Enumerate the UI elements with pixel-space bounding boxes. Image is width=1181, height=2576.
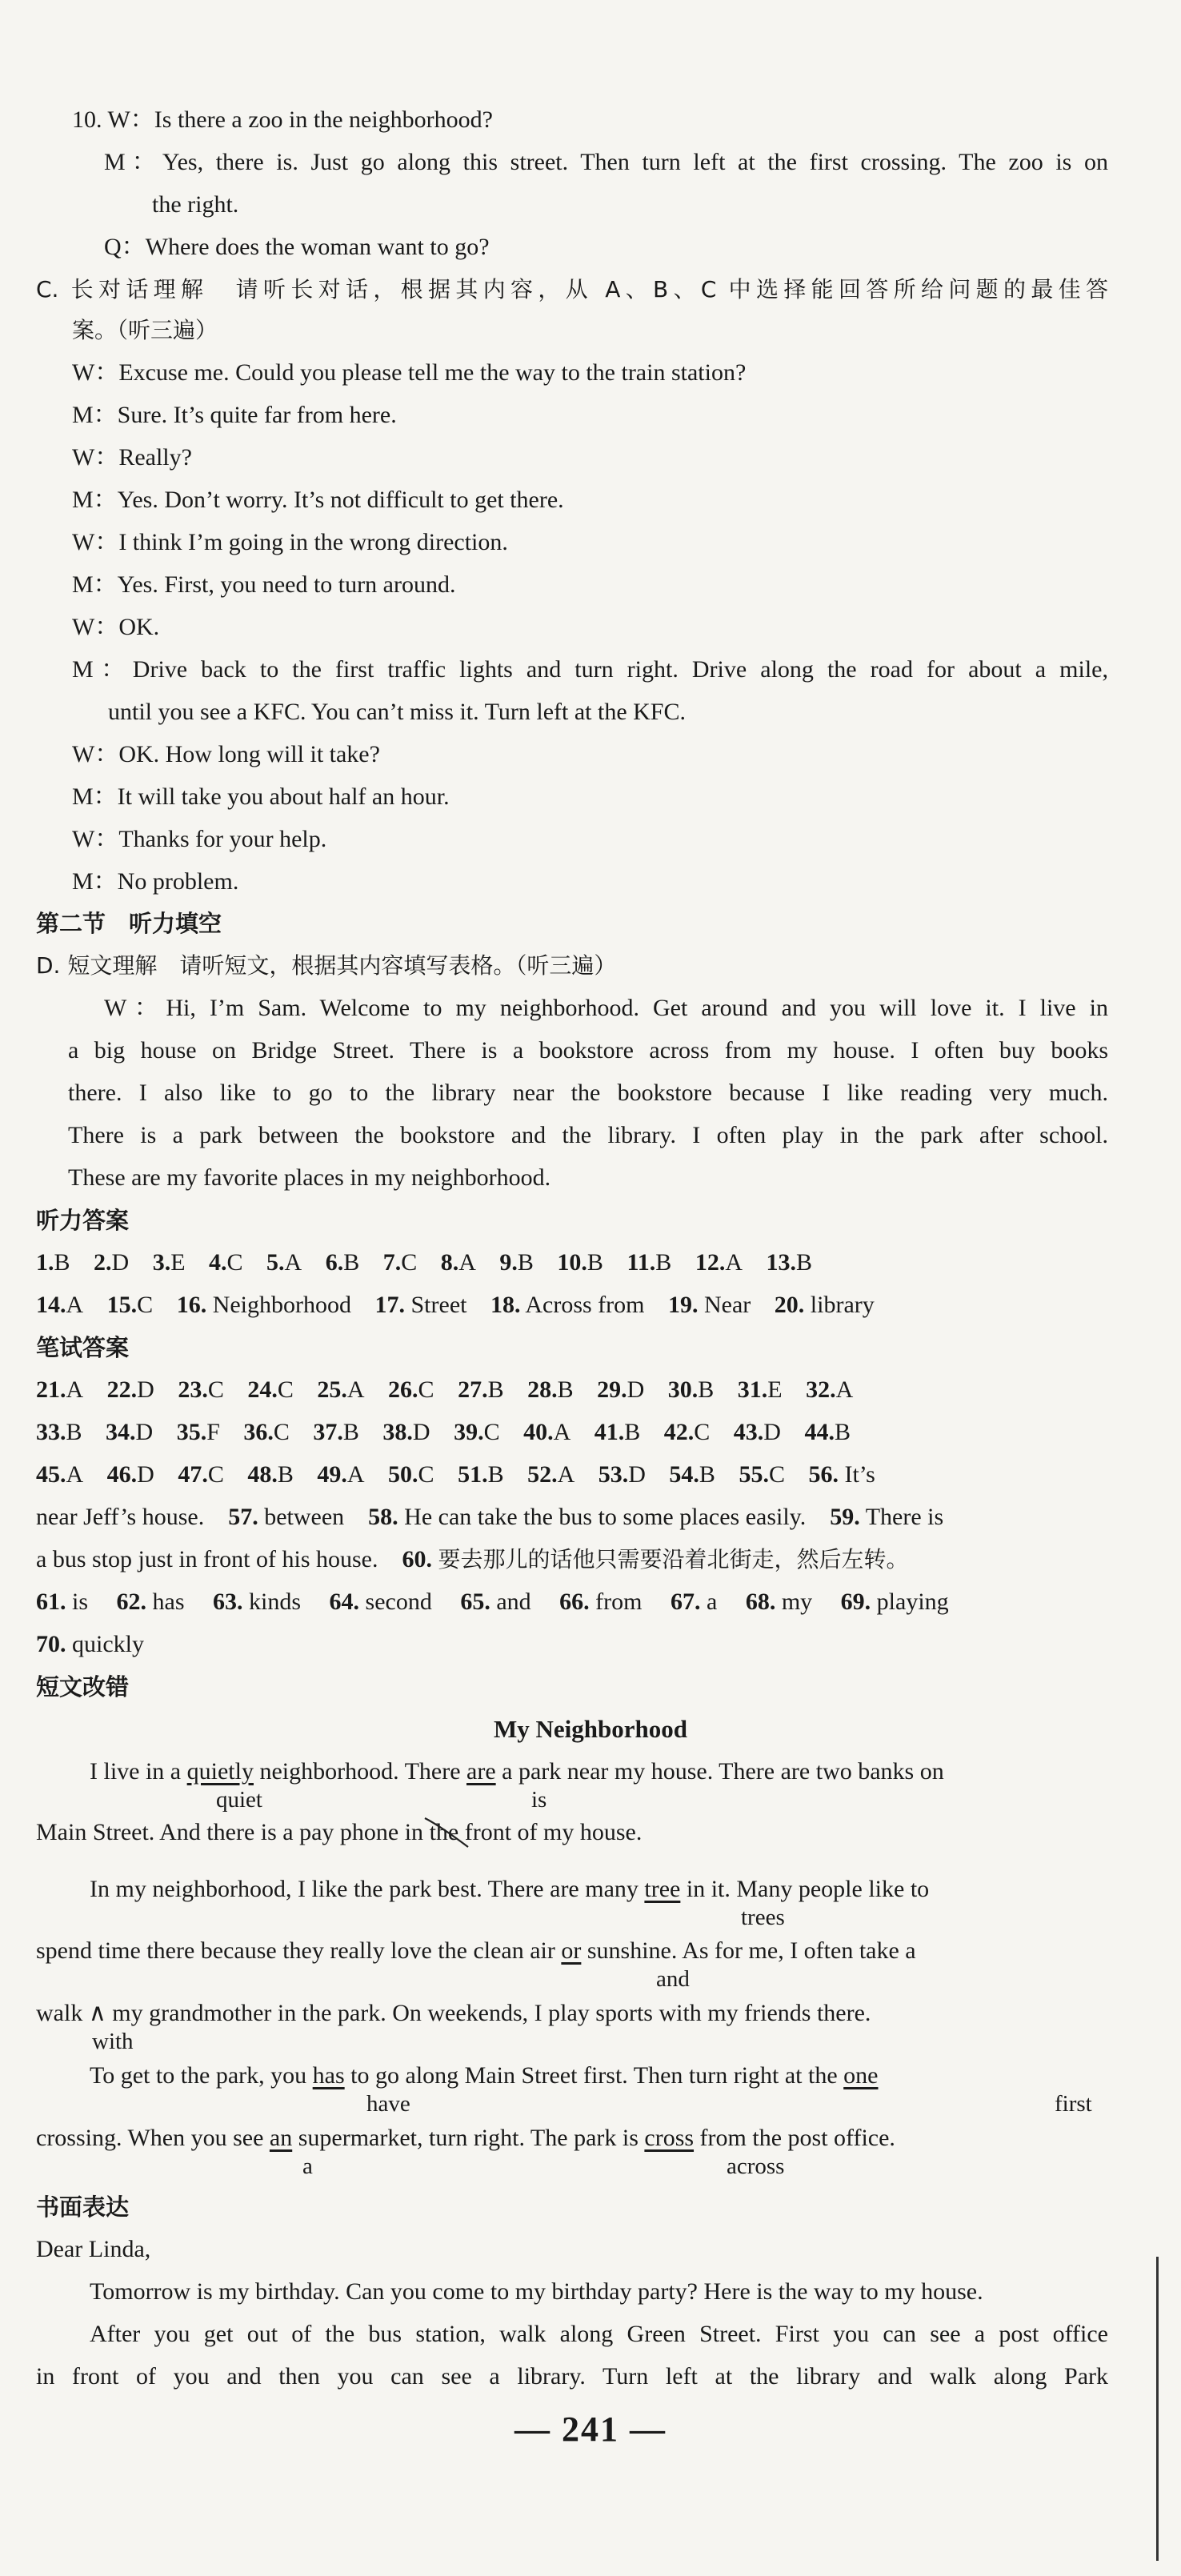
- ec-line1: I live in a quietly neighborhood. There are a park near my house. There are two banks on: [90, 1758, 944, 1785]
- partC-line: M：Yes. First, you need to turn around.: [72, 571, 456, 598]
- letter-salutation: Dear Linda,: [36, 2236, 151, 2262]
- section2-heading: 第二节 听力填空: [36, 910, 222, 937]
- error-correction-heading: 短文改错: [36, 1673, 130, 1701]
- written-answers-row3: 45.A 46.D 47.C 48.B 49.A 50.C 51.B 52.A 53.D 54.B 55.C 56. It’s: [36, 1461, 875, 1488]
- partC-line: W：Thanks for your help.: [72, 826, 327, 852]
- written-answers-row1: 21.A 22.D 23.C 24.C 25.A 26.C 27.B 28.B 29.D 30.B 31.E 32.A: [36, 1376, 854, 1403]
- insertion-caret-icon: ∧: [88, 2000, 106, 2026]
- letter-paragraph1: Tomorrow is my birthday. Can you come to my birthday party? Here is the way to my house.: [90, 2278, 983, 2305]
- ec-line4: spend time there because they really love the clean air or sunshine. As for me, I often take a: [36, 1937, 916, 1964]
- partC-instructions-cont: 案。（听三遍）: [72, 317, 218, 343]
- ec-line6: To get to the park, you has to go along Main Street first. Then turn right at the one: [90, 2062, 879, 2089]
- correction-across: across: [727, 2153, 785, 2179]
- correction-is: is: [531, 1787, 547, 1813]
- partD-passage-line: there. I also like to go to the library near the bookstore because I like reading very much.: [68, 1080, 1108, 1106]
- partD-passage-line: a big house on Bridge Street. There is a bookstore across from my house. I often buy books: [68, 1037, 1108, 1064]
- dialog10-m1: M：Yes, there is. Just go along this street. Then turn left at the first crossing. The zoo is on: [104, 149, 1108, 175]
- written-answers-heading: 笔试答案: [36, 1334, 130, 1361]
- partD-instructions: D. 短文理解 请听短文，根据其内容填写表格。（听三遍）: [36, 952, 617, 979]
- correction-have: have: [366, 2091, 410, 2117]
- partD-passage-line: W：Hi, I’m Sam. Welcome to my neighborhood. Get around and you will love it. I live in: [104, 995, 1108, 1021]
- correction-a: a: [302, 2153, 313, 2179]
- partC-line: W：OK. How long will it take?: [72, 741, 380, 767]
- page-number: — 241 —: [514, 2410, 667, 2449]
- dialog10-q: Q：Where does the woman want to go?: [104, 234, 490, 260]
- partC-line: M：Yes. Don’t worry. It’s not difficult to get there.: [72, 487, 564, 513]
- correction-with: with: [92, 2029, 134, 2054]
- ec-line3: In my neighborhood, I like the park best. There are many tree in it. Many people like to: [90, 1876, 930, 1902]
- strike-mark-icon: [422, 1813, 478, 1852]
- partC-line: M：It will take you about half an hour.: [72, 783, 450, 810]
- partC-line: M：Sure. It’s quite far from here.: [72, 402, 397, 428]
- partC-line: W：Really?: [72, 444, 192, 471]
- partC-line: until you see a KFC. You can’t miss it. Turn left at the KFC.: [108, 699, 686, 725]
- partC-line: W：Excuse me. Could you please tell me the way to the train station?: [72, 359, 747, 386]
- ec-line7: crossing. When you see an supermarket, turn right. The park is cross from the post office.: [36, 2125, 895, 2151]
- correction-first: first: [1055, 2091, 1092, 2117]
- listening-answers-row2: 14.A 15.C 16. Neighborhood 17. Street 18. Across from 19. Near 20. library: [36, 1292, 875, 1318]
- written-answers-row4b: a bus stop just in front of his house. 60. 要去那儿的话他只需要沿着北街走，然后左转。: [36, 1546, 909, 1572]
- written-answers-row2: 33.B 34.D 35.F 36.C 37.B 38.D 39.C 40.A 41.B 42.C 43.D 44.B: [36, 1419, 851, 1445]
- ec-line5: walk ∧ my grandmother in the park. On weekends, I play sports with my friends there.: [36, 2000, 871, 2026]
- partC-line: W：I think I’m going in the wrong direction.: [72, 529, 508, 555]
- correction-quiet: quiet: [216, 1787, 262, 1813]
- listening-answers-row1: 1.B 2.D 3.E 4.C 5.A 6.B 7.C 8.A 9.B 10.B 11.B 12.A 13.B: [36, 1249, 812, 1276]
- passage-title: My Neighborhood: [494, 1715, 687, 1743]
- dialog10-m2: the right.: [152, 191, 239, 218]
- margin-rule: [1156, 2257, 1159, 2561]
- written-answers-row6: 70. quickly: [36, 1631, 144, 1657]
- partD-passage-line: There is a park between the bookstore and the library. I often play in the park after school.: [68, 1122, 1108, 1148]
- partC-instructions: C. 长对话理解 请听长对话，根据其内容，从 A、B、C 中选择能回答所给问题的最佳答: [36, 276, 1108, 302]
- letter-paragraph2-line1: After you get out of the bus station, walk along Green Street. First you can see a post office: [90, 2321, 1108, 2347]
- partC-line: M：Drive back to the first traffic lights and turn right. Drive along the road for about a mile,: [72, 656, 1108, 683]
- dialog10-w: 10. W：Is there a zoo in the neighborhood?: [72, 106, 493, 133]
- partC-line: M：No problem.: [72, 868, 239, 895]
- written-answers-row5: 61. is 62. has 63. kinds 64. second 65. and 66. from 67. a 68. my 69. playing: [36, 1588, 949, 1615]
- listening-answers-heading: 听力答案: [36, 1207, 130, 1234]
- correction-and: and: [656, 1966, 690, 1992]
- partD-passage-line: These are my favorite places in my neighborhood.: [68, 1164, 551, 1191]
- writing-heading: 书面表达: [36, 2193, 130, 2221]
- written-answers-row4: near Jeff’s house. 57. between 58. He can take the bus to some places easily. 59. There is: [36, 1504, 944, 1530]
- ec-line2: Main Street. And there is a pay phone in the front of my house.: [36, 1817, 1108, 1849]
- partC-line: W：OK.: [72, 614, 160, 640]
- letter-paragraph2-line2: in front of you and then you can see a library. Turn left at the library and walk along Park: [36, 2363, 1108, 2390]
- correction-trees: trees: [741, 1905, 785, 1930]
